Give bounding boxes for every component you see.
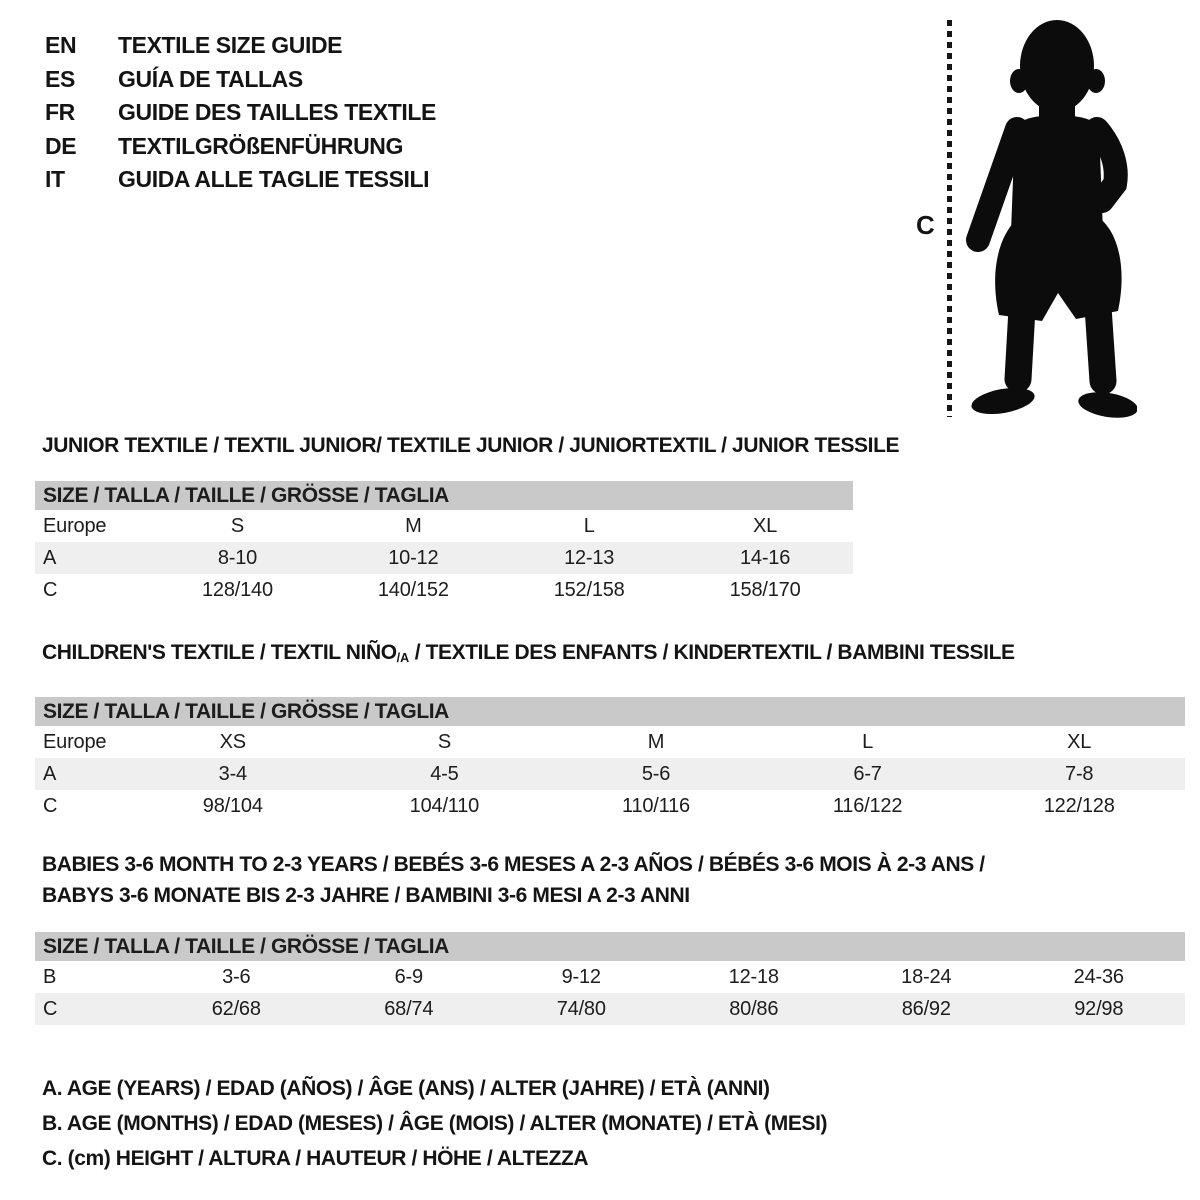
size-value-cell: 8-10 — [217, 546, 258, 569]
table-row — [35, 510, 853, 542]
size-value-cell: L — [583, 514, 595, 537]
size-value-cell: S — [437, 730, 451, 753]
language-code: FR — [45, 99, 75, 125]
row-label-cell: C — [43, 997, 58, 1020]
guide-title: TEXTILE SIZE GUIDE — [118, 32, 343, 58]
size-table — [35, 932, 1185, 1025]
size-table — [35, 481, 853, 606]
guide-title: GUIDA ALLE TAGLIE TESSILI — [118, 166, 430, 192]
size-value-cell: 68/74 — [384, 997, 434, 1020]
size-value-cell: 5-6 — [641, 762, 671, 785]
language-code: EN — [45, 32, 77, 58]
heading-text: BABIES 3-6 MONTH TO 2-3 YEARS / BEBÉS 3-6 MESES A 2-3 AÑOS / BÉBÉS 3-6 MOIS À 2-3 ANS / — [42, 853, 985, 876]
heading-text: JUNIOR TEXTILE / TEXTIL JUNIOR/ TEXTILE JUNIOR / JUNIORTEXTIL / JUNIOR TESSILE — [42, 434, 900, 457]
language-row — [45, 63, 436, 97]
language-row — [45, 163, 436, 197]
section-heading — [35, 641, 1185, 670]
size-value-cell: 3-6 — [222, 965, 251, 988]
size-value-cell: 9-12 — [561, 965, 601, 988]
language-row — [45, 29, 436, 63]
size-value-cell: 86/92 — [901, 997, 951, 1020]
size-value-cell: 104/110 — [409, 794, 480, 817]
size-value-cell: 74/80 — [556, 997, 606, 1020]
size-guide-section — [35, 434, 900, 606]
size-value-cell: XL — [1067, 730, 1092, 753]
size-value-cell: 80/86 — [729, 997, 779, 1020]
table-row — [35, 790, 1185, 822]
row-label-cell: A — [43, 546, 57, 569]
legend-line: A. AGE (YEARS) / EDAD (AÑOS) / ÂGE (ANS) / ALTER (JAHRE) / ETÀ (ANNI) — [42, 1077, 770, 1100]
size-value-cell: 14-16 — [739, 546, 791, 569]
size-value-cell: M — [647, 730, 665, 753]
language-code: ES — [45, 65, 75, 92]
section-heading-line — [42, 849, 1185, 880]
table-row — [35, 726, 1185, 758]
heading-text: CHILDREN'S TEXTILE / TEXTIL NIÑO — [42, 641, 397, 664]
row-label-cell: Europe — [43, 730, 107, 753]
section-heading-line — [42, 434, 900, 458]
table-row — [35, 542, 853, 574]
legend-line: C. (cm) HEIGHT / ALTURA / HAUTEUR / HÖHE / ALTEZZA — [42, 1147, 589, 1170]
size-value-cell: 128/140 — [201, 578, 273, 601]
size-table-header: SIZE / TALLA / TAILLE / GRÖSSE / TAGLIA — [35, 697, 1185, 726]
row-label-cell: Europe — [43, 514, 107, 537]
size-table-header: SIZE / TALLA / TAILLE / GRÖSSE / TAGLIA — [35, 481, 853, 510]
language-row — [45, 130, 436, 164]
table-row — [35, 758, 1185, 790]
toddler-silhouette-icon — [965, 16, 1137, 420]
size-value-cell: 98/104 — [202, 794, 263, 817]
size-table-header: SIZE / TALLA / TAILLE / GRÖSSE / TAGLIA — [35, 932, 1185, 961]
section-heading-line — [42, 880, 1185, 911]
legend — [42, 1071, 827, 1176]
heading-text: / TEXTILE DES ENFANTS / KINDERTEXTIL / BAMBINI TESSILE — [409, 641, 1015, 664]
size-value-cell: XS — [219, 730, 246, 753]
size-value-cell: 4-5 — [430, 762, 459, 785]
guide-title: TEXTILGRÖßENFÜHRUNG — [118, 132, 403, 159]
language-title-list — [45, 29, 436, 197]
size-value-cell: 6-7 — [853, 762, 882, 785]
row-label-cell: A — [43, 762, 57, 785]
heading-text: /A — [396, 651, 410, 665]
size-value-cell: 110/116 — [622, 794, 690, 817]
guide-title: GUIDE DES TAILLES TEXTILE — [118, 99, 436, 125]
size-value-cell: 12-18 — [728, 965, 779, 988]
size-value-cell: 62/68 — [211, 997, 261, 1020]
size-value-cell: 158/170 — [729, 578, 801, 601]
size-value-cell: 7-8 — [1065, 762, 1094, 785]
size-guide-section — [35, 641, 1185, 822]
size-value-cell: 152/158 — [553, 578, 625, 601]
size-value-cell: 92/98 — [1074, 997, 1124, 1020]
size-value-cell: 10-12 — [388, 546, 439, 569]
height-measure-line — [947, 20, 952, 417]
section-heading — [35, 434, 900, 458]
section-heading-line — [42, 641, 1185, 670]
row-label-cell: C — [43, 578, 58, 601]
size-guide-section — [35, 849, 1185, 1025]
size-value-cell: 24-36 — [1073, 965, 1124, 988]
row-label-cell: B — [43, 965, 57, 988]
size-value-cell: 18-24 — [901, 965, 952, 988]
language-code: IT — [45, 166, 65, 192]
guide-title: GUÍA DE TALLAS — [118, 65, 303, 92]
size-value-cell: 3-4 — [218, 762, 247, 785]
size-value-cell: 140/152 — [377, 578, 449, 601]
row-label-cell: C — [43, 794, 58, 817]
heading-text: BABYS 3-6 MONATE BIS 2-3 JAHRE / BAMBINI 3-6 MESI A 2-3 ANNI — [42, 884, 690, 907]
legend-line: B. AGE (MONTHS) / EDAD (MESES) / ÂGE (MOIS) / ALTER (MONATE) / ETÀ (MESI) — [42, 1112, 828, 1135]
size-value-cell: L — [862, 730, 874, 753]
size-value-cell: 122/128 — [1043, 794, 1115, 817]
table-row — [35, 574, 853, 606]
height-label-c: C — [916, 210, 935, 240]
size-table — [35, 697, 1185, 822]
section-heading — [35, 849, 1185, 911]
language-row — [45, 96, 436, 130]
size-value-cell: 116/122 — [832, 794, 903, 817]
size-value-cell: 6-9 — [394, 965, 423, 988]
table-row — [35, 961, 1185, 993]
language-code: DE — [45, 132, 77, 159]
size-value-cell: 12-13 — [564, 546, 615, 569]
size-value-cell: M — [405, 514, 422, 537]
table-row — [35, 993, 1185, 1025]
size-value-cell: S — [230, 514, 245, 537]
size-value-cell: XL — [753, 514, 778, 537]
